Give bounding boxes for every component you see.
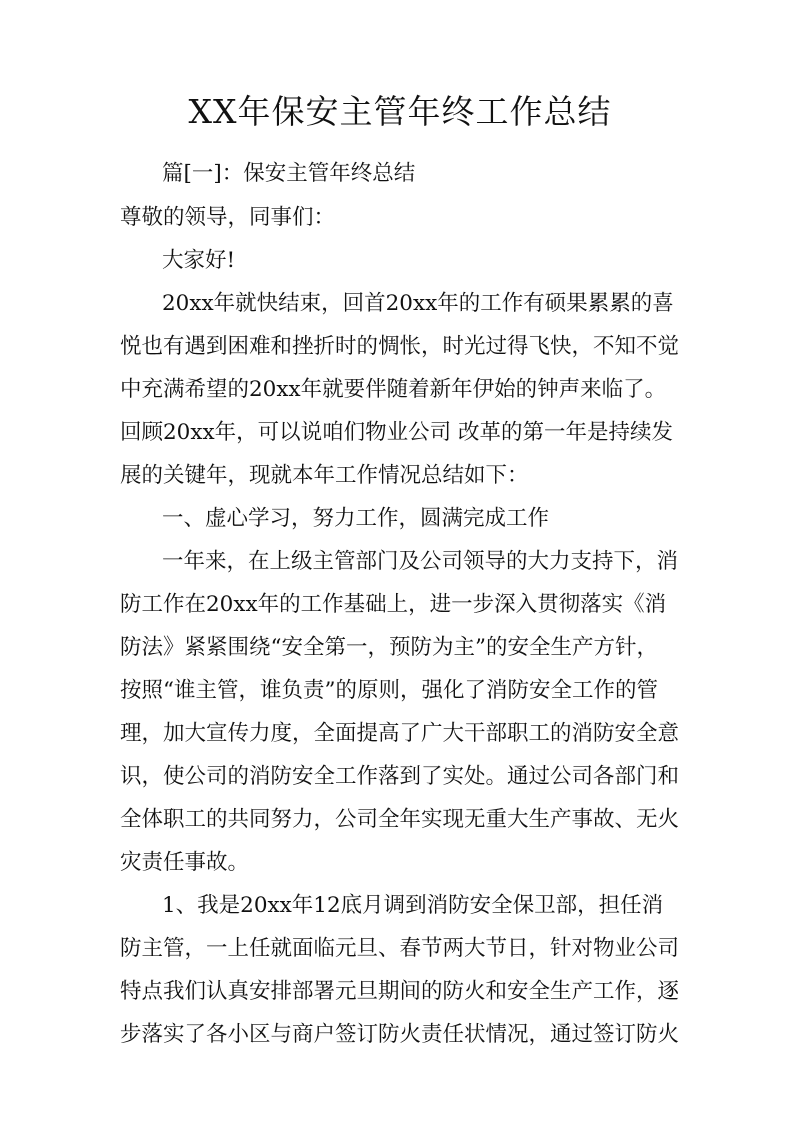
subsection-heading: 一、虚心学习，努力工作，圆满完成工作 (162, 506, 550, 531)
section-heading: 篇[一]：保安主管年终总结 (162, 161, 416, 186)
salutation: 尊敬的领导，同事们： (120, 205, 336, 230)
paragraph-line: 20xx年就快结束，回首20xx年的工作有硕果累累的喜 (162, 291, 674, 316)
paragraph-line: 防工作在20xx年的工作基础上，进一步深入贯彻落实《消 (120, 592, 667, 617)
paragraph-line: 回顾20xx年，可以说咱们物业公司 改革的第一年是持续发 (120, 420, 673, 445)
paragraph-line: 步落实了各小区与商户签订防火责任状情况，通过签订防火 (120, 1022, 680, 1047)
paragraph-line: 识，使公司的消防安全工作落到了实处。通过公司各部门和 (120, 764, 680, 789)
paragraph-line: 悦也有遇到困难和挫折时的惆怅，时光过得飞快，不知不觉 (120, 334, 680, 359)
paragraph-line: 特点我们认真安排部署元旦期间的防火和安全生产工作，逐 (120, 979, 680, 1004)
paragraph-line: 理，加大宣传力度，全面提高了广大干部职工的消防安全意 (120, 721, 680, 746)
paragraph-line: 展的关键年，现就本年工作情况总结如下： (120, 463, 529, 488)
paragraph-line: 一年来，在上级主管部门及公司领导的大力支持下，消 (162, 549, 679, 574)
paragraph-line: 灾责任事故。 (120, 850, 250, 875)
greeting: 大家好! (162, 248, 236, 273)
paragraph-line: 中充满希望的20xx年就要伴随着新年伊始的钟声来临了。 (120, 377, 667, 402)
paragraph-line: 防法》紧紧围绕“安全第一，预防为主”的安全生产方针， (120, 635, 658, 660)
paragraph-line: 1、我是20xx年12底月调到消防安全保卫部，担任消 (162, 893, 664, 918)
paragraph-line: 按照“谁主管，谁负责”的原则，强化了消防安全工作的管 (120, 678, 658, 703)
document-title: XX年保安主管年终工作总结 (188, 92, 612, 131)
paragraph-line: 防主管，一上任就面临元旦、春节两大节日，针对物业公司 (120, 936, 680, 961)
paragraph-line: 全体职工的共同努力，公司全年实现无重大生产事故、无火 (120, 807, 680, 832)
